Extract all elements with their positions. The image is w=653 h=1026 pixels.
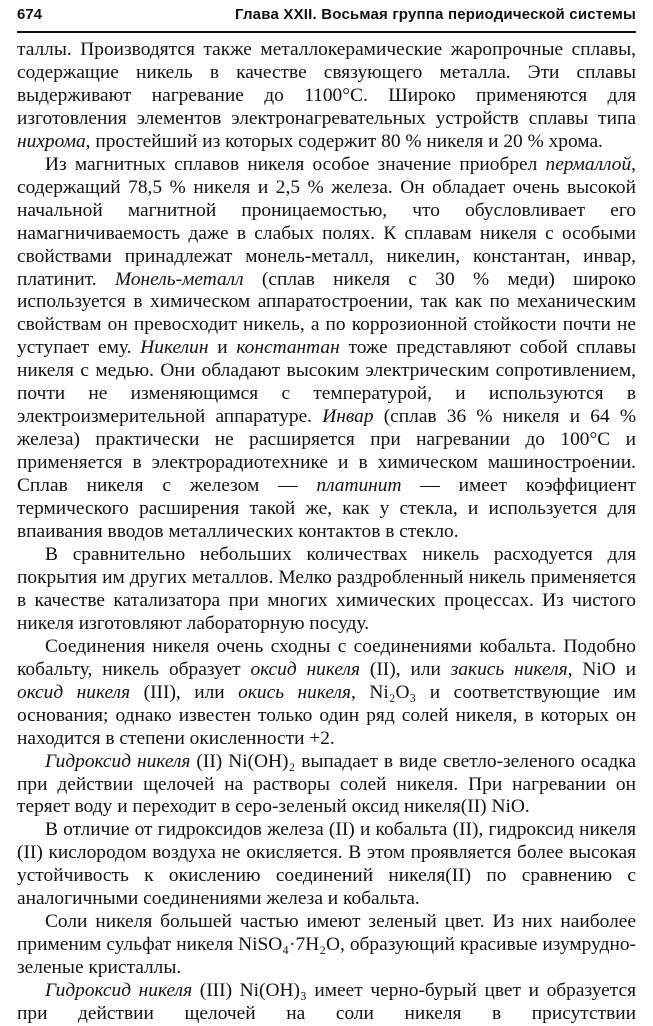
- italic-term: нихрома: [17, 130, 86, 152]
- italic-term: оксид никеля: [250, 658, 360, 680]
- italic-term: окись никеля: [238, 681, 352, 703]
- paragraph: [17, 544, 636, 636]
- text-run: (сплав никеля с 30 % меди) широко используется в химическом аппаратостроении, так как по механическим свойствам он превосходит никель, а по коррозионной стойкости почти не уступает ему.: [17, 268, 636, 359]
- header-rule: [17, 31, 636, 33]
- text-run: и: [208, 337, 237, 359]
- paragraph: [17, 39, 636, 154]
- chapter-title: Глава XXII. Восьмая группа периодической системы: [235, 6, 636, 23]
- italic-term: закись никеля: [450, 658, 568, 680]
- text-run: , Ni₂O₃ и соответствующие им основания; однако известен только один ряд солей никеля, в которых он находится в степени окисленности +2.: [17, 681, 637, 749]
- text-run: , содержащий 78,5 % никеля и 2,5 % железа. Он обладает очень высокой начальной магнитной проницаемостью, что обусловливает его намагничиваемость даже в слабых полях. К сплавам никеля с особыми свойствами принадлежат монель-металл, никелин, константан, инвар, платинит.: [17, 153, 636, 290]
- italic-term: Гидроксид никеля: [45, 750, 191, 772]
- text-run: Из магнитных сплавов никеля особое значение приобрел: [45, 153, 546, 175]
- text-run: (сплав 36 % никеля и 64 % железа) практически не расширяется при нагревании до 100°C и применяется в электрорадиотехнике и в химическом машиностроении. Сплав никеля с железом —: [17, 406, 636, 497]
- text-run: , простейший из которых содержит 80 % никеля и 20 % хрома.: [85, 130, 603, 152]
- italic-term: Никелин: [140, 337, 209, 359]
- body-text: [17, 39, 636, 1026]
- text-run: В отличие от гидроксидов железа (II) и кобальта (II), гидроксид никеля (II) кислородом воздуха не окисляется. В этом проявляется более высокая устойчивость к окислению соединений никеля(II) по сравнению с аналогичными соединениями железа и кобальта.: [17, 819, 636, 910]
- text-run: Соединения никеля очень сходны с соединениями кобальта. Подобно кобальту, никель образует: [17, 635, 636, 680]
- text-run: — имеет коэффициент термического расширения такой же, как у стекла, и используется для впаивания вводов металлических контактов в стекло.: [17, 475, 637, 543]
- italic-term: константан: [236, 337, 340, 359]
- text-run: Соли никеля большей частью имеют зеленый цвет. Из них наиболее применим сульфат никеля NiSO₄·7H₂O, образующий красивые изумрудно-зеленые кристаллы.: [17, 911, 636, 979]
- text-run: (II), или: [360, 658, 451, 680]
- paragraph: [17, 911, 636, 980]
- text-run: таллы. Производятся также металлокерамические жаропрочные сплавы, содержащие никель в качестве связующего металла. Эти сплавы выдерживают нагревание до 1100°C. Широко применяются для изготовления элементов электронагревательных устройств сплавы типа: [17, 39, 636, 129]
- text-run: (III), или: [130, 681, 239, 703]
- italic-term: Инвар: [322, 406, 374, 428]
- paragraph: [17, 980, 636, 1026]
- paragraph: [17, 154, 636, 544]
- italic-term: оксид никеля: [17, 681, 131, 703]
- paragraph: [17, 636, 636, 751]
- text-run: (II) Ni(OH)₂ выпадает в виде светло-зеленого осадка при действии щелочей на растворы солей никеля. При нагревании он теряет воду и переходит в серо-зеленый оксид никеля(II) NiO.: [17, 750, 636, 818]
- text-run: тоже представляют собой сплавы никеля с медью. Они обладают высоким электрическим сопротивлением, почти не изменяющимся с температурой, и используются в электроизмерительной аппаратуре.: [17, 337, 637, 428]
- page-header: [17, 6, 636, 30]
- italic-term: платинит: [316, 475, 402, 497]
- text-run: , NiO и: [567, 658, 636, 680]
- paragraph: [17, 819, 636, 911]
- italic-term: Гидроксид никеля: [45, 980, 193, 1002]
- italic-term: пермаллой: [545, 153, 632, 175]
- page-number: 674: [17, 6, 43, 23]
- text-run: (III) Ni(OH)₃ имеет черно-бурый цвет и образуется при действии щелочей на соли никеля в присутствии: [17, 980, 636, 1025]
- text-run: В сравнительно небольших количествах никель расходуется для покрытия им других металлов. Мелко раздробленный никель применяется в качестве катализатора при многих химических процессах. Из чистого никеля изготовляют лабораторную посуду.: [17, 543, 636, 634]
- paragraph: [17, 751, 636, 820]
- italic-term: Монель-металл: [114, 268, 244, 290]
